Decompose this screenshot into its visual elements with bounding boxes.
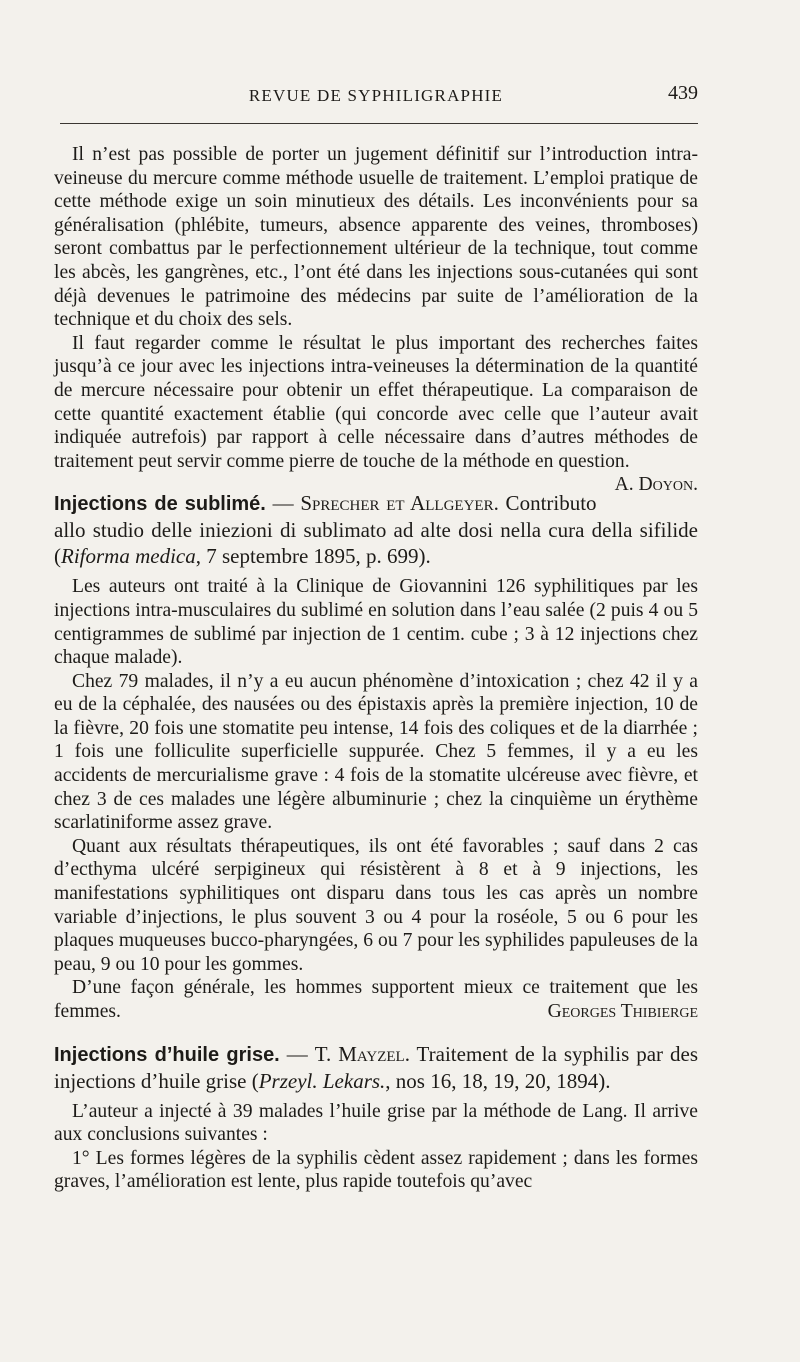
paragraph-text: D’une façon générale, les hommes supportent mieux ce traitement que les femmes.	[54, 977, 698, 1022]
paragraph: Les auteurs ont traité à la Clinique de Giovannini 126 syphilitiques par les injections intra-musculaires du sublimé en solution dans l’eau salée (2 puis 4 ou 5 centigrammes de sublimé par injection de 1 centim. cube ; 3 à 12 injections chez chaque malade).	[54, 576, 698, 669]
text-body	[54, 143, 698, 1194]
header-rule	[60, 123, 698, 124]
entry-title: Contributo allo studio delle iniezioni di sublimato ad alte dosi nella cura della sifilide	[54, 491, 698, 543]
paragraph: 1° Les formes légères de la syphilis cèdent assez rapidement ; dans les formes graves, l’amélioration est lente, plus rapide toutefois qu’avec	[54, 1147, 698, 1193]
entry-authors: T. Mayzel.	[314, 1041, 410, 1066]
paragraph-text: Il faut regarder comme le résultat le plus important des recherches faites jusqu’à ce jour avec les injections intra-veineuses la détermination de la quantité de mercure nécessaire pour obtenir un effet thérapeutique. La comparaison de cette quantité exactement établie (qui concorde avec celle que l’auteur avait indiquée autrefois) par rapport à celle nécessaire dans d’autres méthodes de traitement peut servir comme pierre de touche de la méthode en question.	[54, 332, 698, 472]
running-title: REVUE DE SYPHILIGRAPHIE	[248, 86, 504, 105]
entry-keyword: Injections de sublimé.	[54, 493, 266, 516]
entry-keyword: Injections d’huile grise.	[54, 1043, 280, 1066]
entry-heading	[54, 1041, 698, 1094]
entry-source: , nos 16, 18, 19, 20, 1894).	[385, 1068, 611, 1093]
page-number: 439	[668, 82, 698, 104]
signature: A. Doyon.	[614, 474, 698, 496]
entry-source-open: (	[251, 1068, 259, 1093]
entry-journal: Przeyl. Lekars.	[258, 1068, 386, 1093]
entry-journal: Riforma medica	[61, 544, 196, 569]
page-header	[54, 82, 698, 112]
paragraph: Il n’est pas possible de porter un jugement définitif sur l’introduction intra-veineuse du mercure comme méthode usuelle de traitement. L’emploi pratique de cette méthode exige un soin minutieux des détails. Les inconvénients pour sa généralisation (phlébite, tumeurs, absence apparente des veines, thromboses) seront combattus par le perfectionnement ultérieur de la technique, tout comme les abcès, les gangrènes, etc., l’ont été dans les injections sous-cutanées qui sont déjà devenues le patrimoine des médecins par suite de l’amélioration de la technique et du choix des sels.	[54, 144, 698, 331]
entry-dash: —	[265, 491, 301, 516]
paragraph	[54, 332, 698, 496]
entry-dash: —	[279, 1041, 315, 1066]
paragraph: Chez 79 malades, il n’y a eu aucun phénomène d’intoxication ; chez 42 il y a eu de la céphalée, des nausées ou des épistaxis après la première injection, 10 de la fièvre, 20 fois une stomatite peu intense, 14 fois des coliques et de la diarrhée ; 1 fois une folliculite superficielle suppurée. Chez 5 femmes, il y a eu les accidents de mercurialisme grave : 4 fois de la stomatite ulcéreuse avec fièvre, et chez 3 de ces malades une légère albuminurie ; chez la cinquième un érythème scarlatiniforme assez grave.	[54, 670, 698, 834]
entry-authors: Sprecher et Allgeyer.	[300, 491, 499, 516]
signature: Georges Thibierge	[547, 1001, 698, 1022]
paragraph: Quant aux résultats thérapeutiques, ils ont été favorables ; sauf dans 2 cas d’ecthyma ulcéré serpigineux qui résistèrent à 8 et à 9 injections, les manifestations syphilitiques ont disparu dans tous les cas après un nombre variable d’injections, le plus souvent 3 ou 4 pour la roséole, 5 ou 6 pour les plaques muqueuses bucco-pharyngées, 6 ou 7 pour les syphilides papuleuses de la peau, 9 ou 10 pour les gommes.	[54, 835, 698, 975]
entry-title: Traitement de la syphilis par des injections d’huile grise	[54, 1041, 699, 1093]
paragraph: L’auteur a injecté à 39 malades l’huile grise par la méthode de Lang. Il arrive aux conclusions suivantes :	[54, 1100, 698, 1146]
entry-heading	[54, 490, 698, 569]
entry-source-open: (	[54, 544, 61, 569]
entry-source: , 7 septembre 1895, p. 699).	[195, 544, 431, 569]
paragraph	[54, 976, 698, 1023]
